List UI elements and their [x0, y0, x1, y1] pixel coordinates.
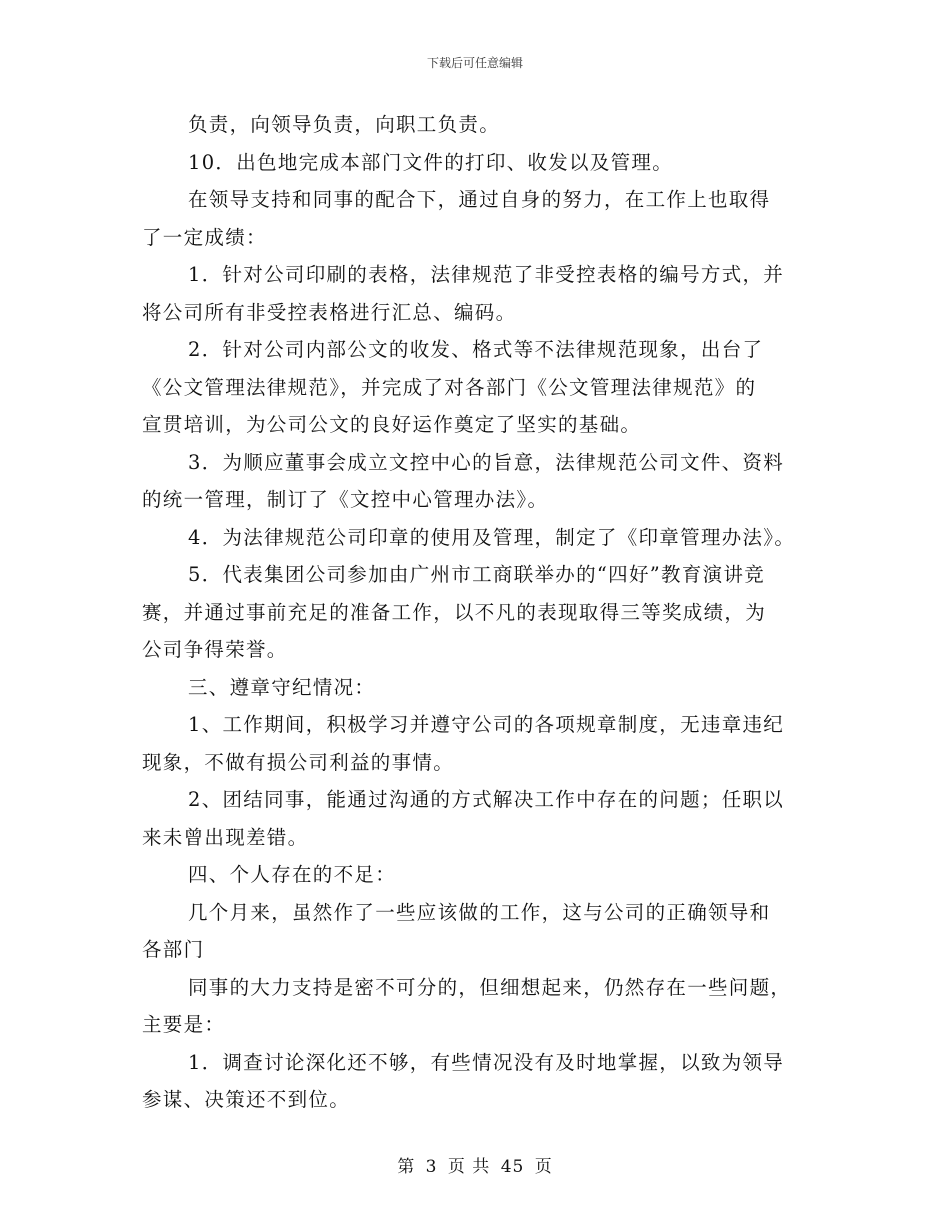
text-line: 1．针对公司印刷的表格，法律规范了非受控表格的编号方式，并	[188, 263, 785, 286]
text-line: 公司争得荣誉。	[142, 638, 288, 661]
text-line: 5．代表集团公司参加由广州市工商联举办的“四好”教育演讲竞	[188, 563, 766, 586]
text-line: 2．针对公司内部公文的收发、格式等不法律规范现象，出台了	[188, 338, 764, 361]
text-line: 负责，向领导负责，向职工负责。	[188, 113, 501, 136]
text-line: 现象，不做有损公司利益的事情。	[142, 750, 455, 774]
footer-suffix: 页	[534, 1157, 553, 1177]
page-header: 下载后可任意编辑	[426, 56, 523, 70]
page-footer	[0, 1152, 950, 1177]
footer-page-number: 3	[425, 1157, 438, 1177]
text-line: 主要是：	[142, 1013, 226, 1036]
text-line: 同事的大力支持是密不可分的，但细想起来，仍然存在一些问题，	[188, 975, 792, 999]
footer-middle: 页 共	[447, 1157, 491, 1177]
text-line: 4．为法律规范公司印章的使用及管理，制定了《印章管理办法》。	[188, 525, 796, 549]
text-line: 10．出色地完成本部门文件的打印、收发以及管理。	[188, 150, 674, 174]
text-line: 参谋、决策还不到位。	[142, 1088, 351, 1111]
text-line: 将公司所有非受控表格进行汇总、编码。	[142, 300, 517, 324]
text-line: 来未曾出现差错。	[142, 825, 309, 849]
text-line: 3．为顺应董事会成立文控中心的旨意，法律规范公司文件、资料	[188, 450, 785, 474]
text-line: 宣贯培训，为公司公文的良好运作奠定了坚实的基础。	[142, 413, 642, 436]
text-line: 《公文管理法律规范》，并完成了对各部门《公文管理法律规范》的	[142, 375, 757, 399]
text-line: 几个月来，虽然作了一些应该做的工作，这与公司的正确领导和	[188, 900, 771, 924]
text-line: 了一定成绩：	[142, 225, 267, 249]
text-line: 四、个人存在的不足：	[188, 863, 397, 886]
text-line: 三、遵章守纪情况：	[188, 675, 376, 699]
text-line: 的统一管理，制订了《文控中心管理办法》。	[142, 488, 549, 511]
footer-total-pages: 45	[500, 1157, 525, 1177]
text-line: 2、团结同事，能通过沟通的方式解决工作中存在的问题；任职以	[188, 788, 785, 811]
text-line: 1．调查讨论深化还不够，有些情况没有及时地掌握，以致为领导	[188, 1050, 785, 1074]
text-line: 各部门	[142, 938, 205, 961]
document-body	[142, 106, 812, 1119]
text-line: 赛，并通过事前充足的准备工作，以不凡的表现取得三等奖成绩，为	[142, 600, 767, 624]
text-line: 在领导支持和同事的配合下，通过自身的努力，在工作上也取得	[188, 188, 771, 211]
footer-prefix: 第	[397, 1157, 416, 1177]
text-line: 1、工作期间，积极学习并遵守公司的各项规章制度，无违章违纪	[188, 713, 785, 736]
